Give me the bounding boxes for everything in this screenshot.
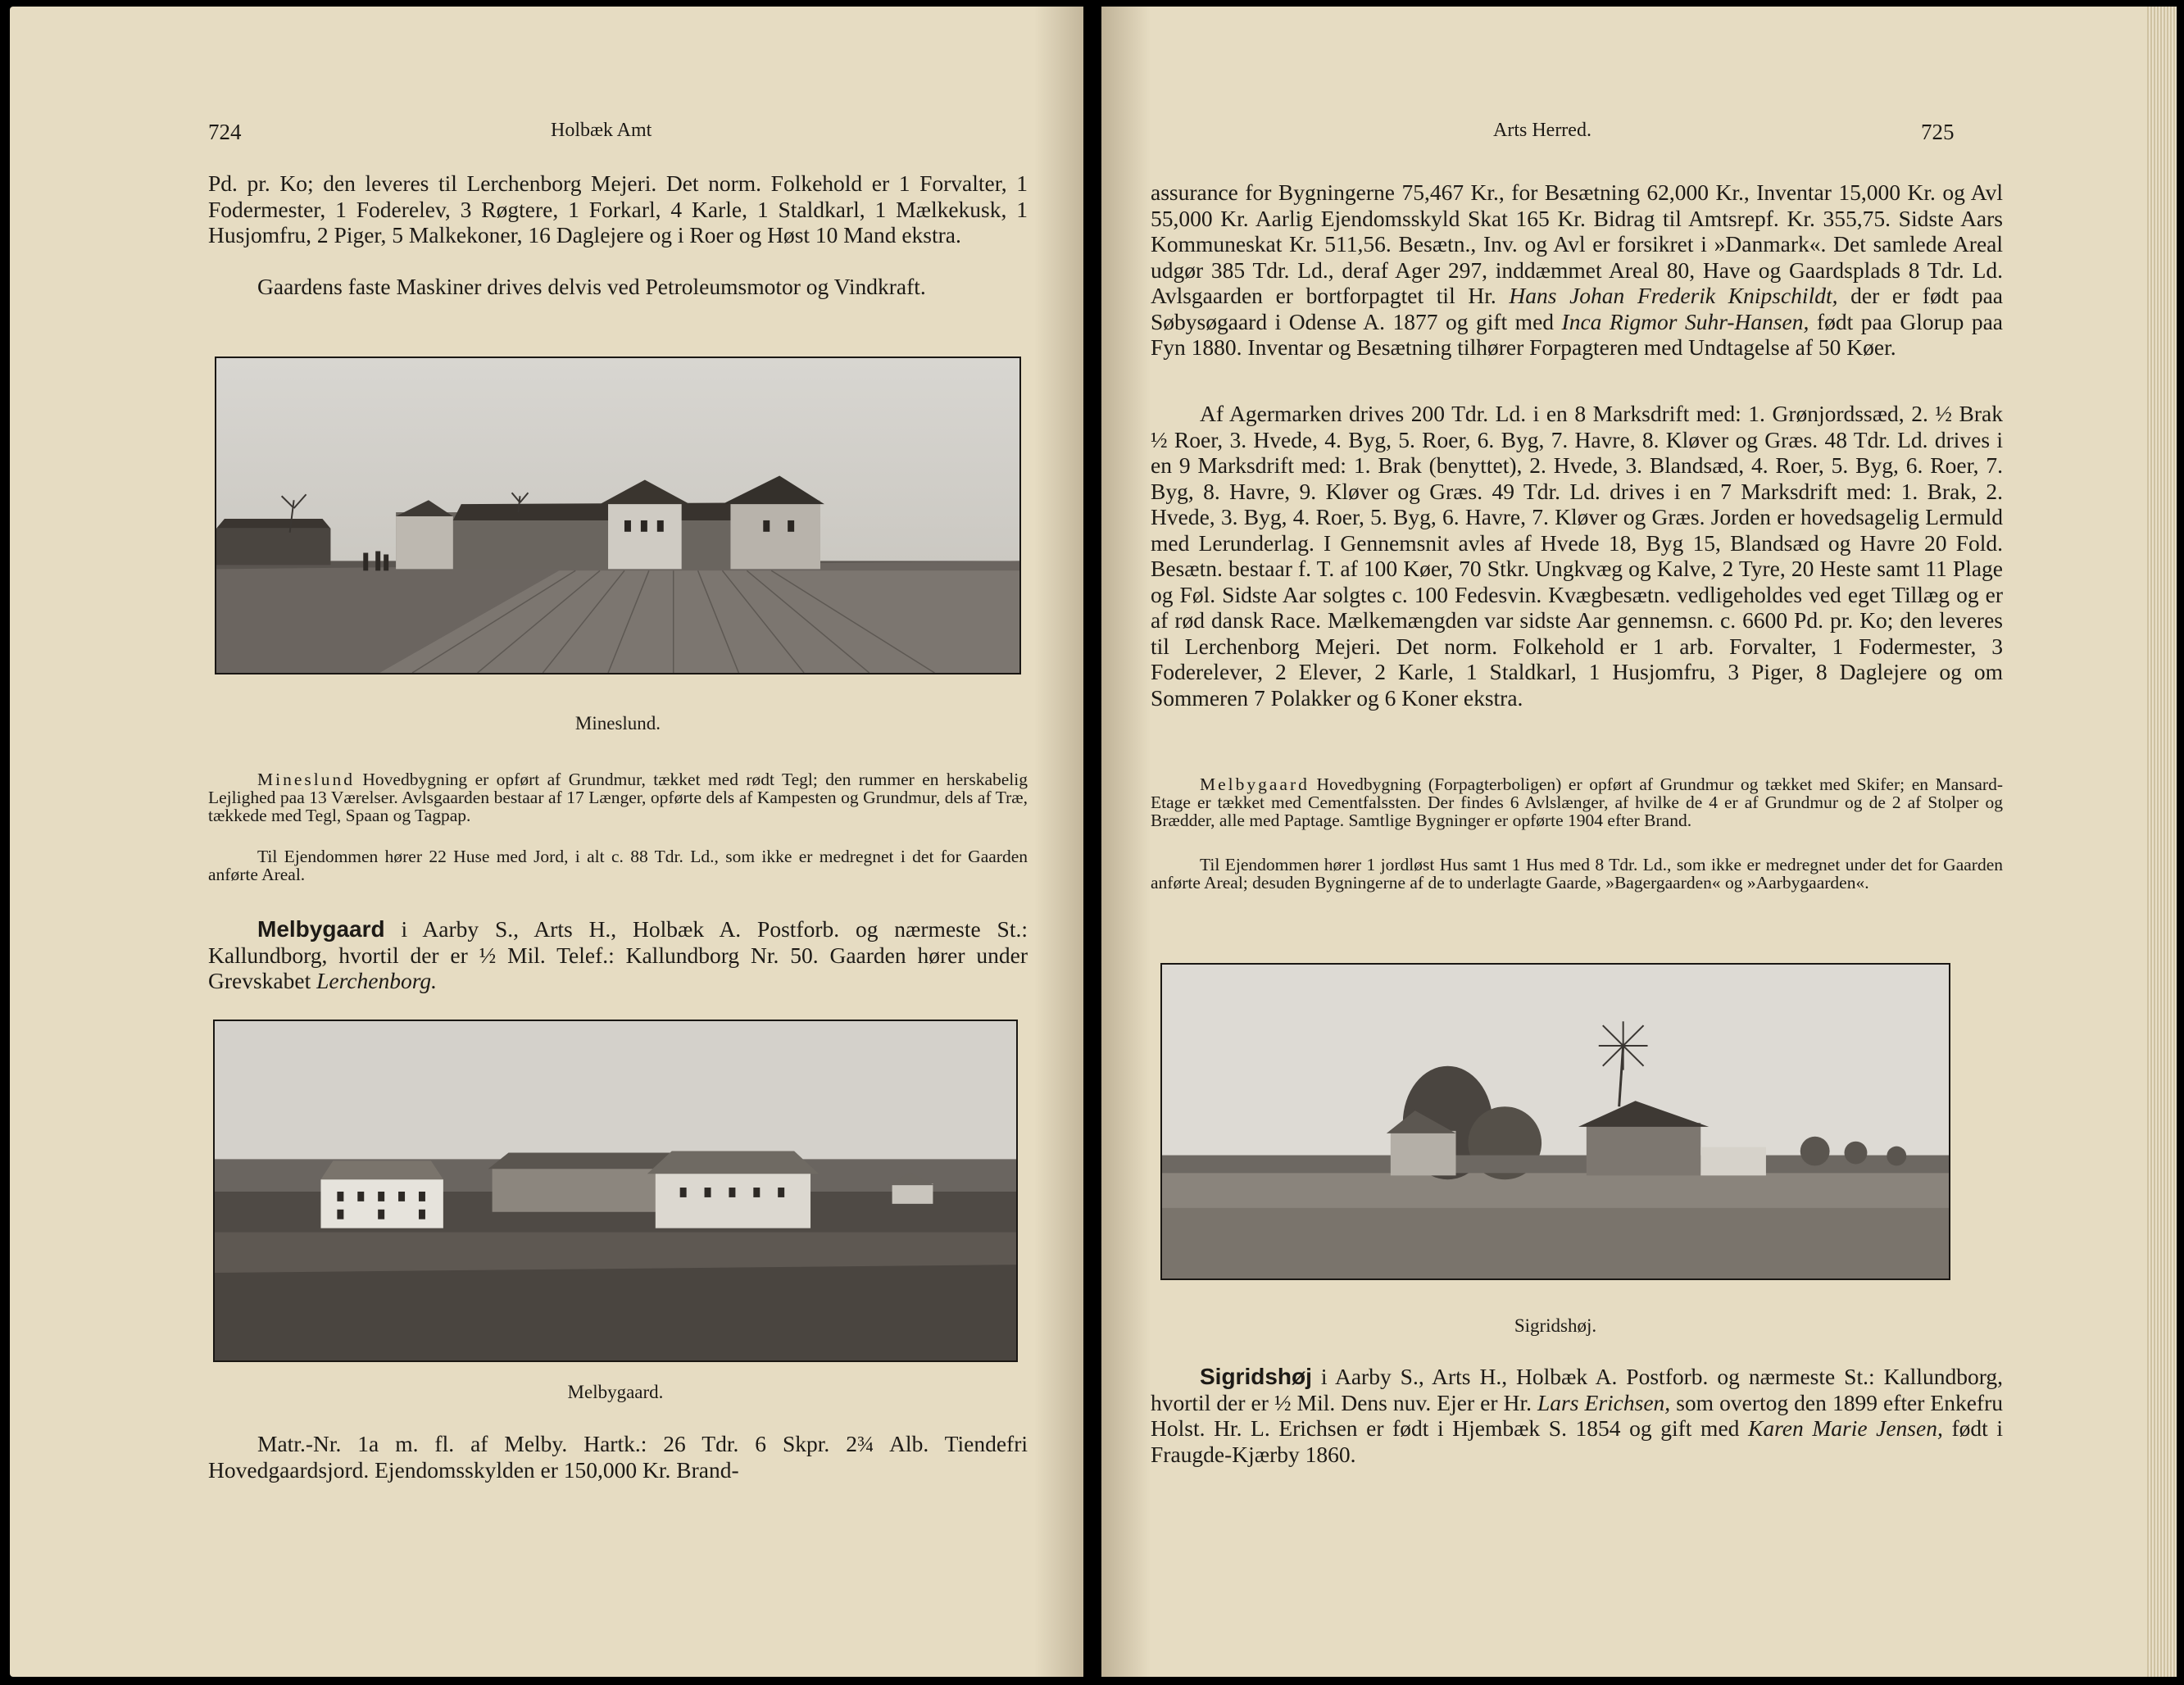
caption-mineslund: Mineslund. bbox=[574, 713, 661, 733]
tenant-name: Hans Johan Frederik Knipschildt, bbox=[1509, 283, 1838, 308]
entry-sigridshoj bbox=[1151, 1364, 2003, 1467]
small-text: Hovedbygning (Forpagterboligen) er opført af Grundmur og tækket med Skifer; en Mansard-Etage er tækket med Cementfalssten. Der findes 6 Avlslænger, af hvilke de 4 er af Grundmur og de 2 af Stolper og Brædder, alle med Paptage. Samtlige Bygninger er opførte 1904 efter Brand. bbox=[1151, 774, 2003, 830]
right-page bbox=[1101, 7, 2177, 1677]
paragraph-assurance bbox=[1151, 179, 2003, 361]
entry-melbygaard bbox=[208, 916, 1028, 994]
page-number: 724 bbox=[208, 120, 242, 144]
caption-sigridshoj: Sigridshøj. bbox=[1514, 1315, 1597, 1336]
entry-text: som overtog den 1899 efter Enkefru Holst. Hr. L. Erichsen er født i Hjembæk S. 1854 og gift med bbox=[1151, 1389, 2003, 1441]
paragraph-text: assurance for Bygningerne 75,467 Kr., for Besætning 62,000 Kr., Inventar 15,000 Kr. og Avl 55,000 Kr. Aarlig Ejendomsskyld Skat 165 Kr. Bidrag til Amtsrepf. Kr. 355,75. Sidste Aars Kommuneskat Kr. 511,56. Besætn., Inv. og Avl er forsikret i »Danmark«. Det samlede Areal udgør 385 Tdr. Ld., deraf Ager 297, inddæmmet Areal 80, Have og Gaardsplads 8 Tdr. Ld. Avlsgaarden er bortforpagtet til Hr. bbox=[1151, 179, 2003, 308]
entry-title: Melbygaard bbox=[257, 916, 385, 942]
spaced-name: Melbygaard bbox=[1200, 774, 1310, 794]
photo-sigridshoj bbox=[1160, 963, 1950, 1280]
small-paragraph-houses: Til Ejendommen hører 22 Huse med Jord, i alt c. 88 Tdr. Ld., som ikke er medregnet i det for Gaarden anførte Areal. bbox=[208, 847, 1028, 884]
owner-wife-name: Karen Marie Jensen, bbox=[1748, 1415, 1943, 1441]
page-edges bbox=[2147, 7, 2177, 1677]
photo-melbygaard bbox=[213, 1020, 1018, 1362]
running-head: Arts Herred. bbox=[1493, 120, 1591, 141]
paragraph-matrikel: Matr.-Nr. 1a m. fl. af Melby. Hartk.: 26 Tdr. 6 Skpr. 2¾ Alb. Tiendefri Hovedgaardsjord. Ejendomsskylden er 150,000 Kr. Brand- bbox=[208, 1431, 1028, 1483]
small-paragraph-melbygaard bbox=[1151, 775, 2003, 829]
small-text: Hovedbygning er opført af Grundmur, tækket med rødt Tegl; den rummer en herskabelig Lejlighed paa 13 Værelser. Avlsgaarden bestaar af 17 Længer, opførte dels af Kampesten og Grundmur, dels af Træ, tækkede med Tegl, Spaan og Tagpap. bbox=[208, 770, 1028, 825]
paragraph-text: der er født paa Søbysøgaard i Odense A. 1877 og gift med bbox=[1151, 283, 2004, 334]
owner-name: Lars Erichsen, bbox=[1537, 1389, 1671, 1415]
paragraph-text: født paa Glorup paa Fyn 1880. Inventar og Besætning tilhører Forpagteren med Undtagelse af 50 Køer. bbox=[1151, 308, 2003, 360]
entry-text: i Aarby S., Arts H., Holbæk A. Postforb. og nærmeste St.: Kallundborg, hvortil der er ½ Mil. Dens nuv. Ejer er Hr. bbox=[1151, 1364, 2003, 1415]
paragraph-machines: Gaardens faste Maskiner drives delvis ved Petroleumsmotor og Vindkraft. bbox=[257, 274, 926, 299]
photo-mineslund bbox=[215, 357, 1021, 674]
entry-text: i Aarby S., Arts H., Holbæk A. Postforb. og nærmeste St.: Kallundborg, hvortil der er ½ Mil. Telef.: Kallundborg Nr. 50. Gaarden hører under Grevskabet bbox=[208, 916, 1028, 993]
paragraph-agriculture: Af Agermarken drives 200 Tdr. Ld. i en 8 Marksdrift med: 1. Grønjordssæd, 2. ½ Brak ½ Roer, 3. Hvede, 4. Byg, 5. Roer, 6. Byg, 7. Havre, 8. Kløver og Græs. 48 Tdr. Ld. drives i en 9 Marksdrift med: 1. Brak (benyttet), 2. Hvede, 3. Blandsæd, 4. Roer, 5. Byg, 6. Roer, 7. Byg, 8. Havre, 9. Kløver og Græs. 49 Tdr. Ld. drives i en 7 Marksdrift med: 1. Brak, 2. Hvede, 3. Byg, 4. Roer, 5. Byg, 6. Havre, 7. Kløver og Græs. Jorden er hovedsagelig Lermuld med Lerunderlag. I Gennemsnit avles af Hvede 18, Byg 15, Blandsæd og Havre 20 Fold. Besætn. bestaar f. T. af 100 Køer, 70 Stkr. Ungkvæg og Kalve, 2 Tyre, 20 Heste samt 11 Plage og Føl. Sidste Aar solgtes c. 100 Fedesvin. Kvægbesætn. vedligeholdes ved eget Tillæg og er af rød dansk Race. Mælkemængden var sidste Aar gennemsn. c. 6600 Pd. pr. Ko; den leveres til Lerchenborg Mejeri. Det norm. Folkehold er 1 arb. Forvalter, 1 Fodermester, 3 Foderelever, 2 Elever, 2 Karle, 1 Staldkarl, 1 Husjomfru, 3 Piger, 8 Daglejere og om Sommeren 7 Polakker og 6 Koner ekstra. bbox=[1151, 401, 2003, 711]
entry-italic: Lerchenborg. bbox=[316, 968, 438, 993]
caption-melbygaard: Melbygaard. bbox=[567, 1382, 664, 1402]
gutter-shadow bbox=[1034, 7, 1083, 1677]
entry-text: født i Fraugde-Kjærby 1860. bbox=[1151, 1415, 2003, 1467]
page-number: 725 bbox=[1921, 120, 1955, 144]
paragraph-staff: Pd. pr. Ko; den leveres til Lerchenborg Mejeri. Det norm. Folkehold er 1 Forvalter, 1 Fodermester, 1 Foderelev, 3 Røgtere, 1 Forkarl, 4 Karle, 1 Staldkarl, 1 Mælkekusk, 1 Husjomfru, 2 Piger, 5 Malkekoner, 16 Daglejere og i Roer og Høst 10 Mand ekstra. bbox=[208, 170, 1028, 248]
wife-name: Inca Rigmor Suhr-Hansen, bbox=[1561, 308, 1809, 334]
small-paragraph-houses: Til Ejendommen hører 1 jordløst Hus samt 1 Hus med 8 Tdr. Ld., som ikke er medregnet under det for Gaarden anførte Areal; desuden Bygningerne af de to underlagte Gaarde, »Bagergaarden« og »Aarbygaarden«. bbox=[1151, 855, 2003, 892]
spaced-name: Mineslund bbox=[257, 770, 355, 789]
running-head: Holbæk Amt bbox=[551, 120, 652, 141]
small-paragraph-mineslund bbox=[208, 770, 1028, 824]
gutter-shadow bbox=[1101, 7, 1151, 1677]
left-page bbox=[10, 7, 1083, 1677]
entry-title: Sigridshøj bbox=[1200, 1364, 1312, 1389]
